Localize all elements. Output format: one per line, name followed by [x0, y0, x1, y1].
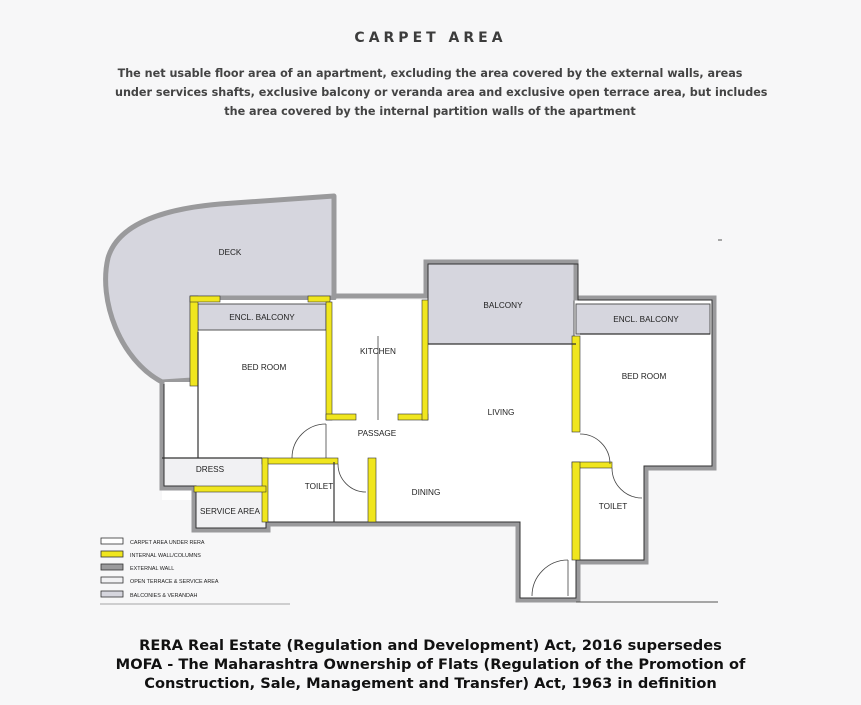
- label-encl-balcony-left: ENCL. BALCONY: [229, 313, 295, 322]
- legend-label: OPEN TERRACE & SERVICE AREA: [130, 579, 219, 585]
- legend-item: [101, 591, 198, 599]
- label-bed-room-left: BED ROOM: [241, 363, 287, 372]
- label-service-area: SERVICE AREA: [200, 507, 260, 516]
- label-balcony: BALCONY: [483, 301, 523, 310]
- definition-line-3: the area covered by the internal partition walls of the apartment: [224, 105, 636, 118]
- footer-line-2: MOFA - The Maharashtra Ownership of Flats (Regulation of the Promotion of: [115, 656, 746, 673]
- label-passage: PASSAGE: [357, 429, 397, 438]
- label-dining: DINING: [411, 488, 441, 497]
- legend: [100, 538, 290, 604]
- label-dress: DRESS: [195, 465, 225, 474]
- label-kitchen: KITCHEN: [360, 347, 396, 356]
- legend-label: CARPET AREA UNDER RERA: [130, 540, 205, 546]
- definition-line-1: The net usable floor area of an apartment, excluding the area covered by the external walls, areas: [117, 67, 743, 80]
- label-toilet-right: TOILET: [598, 502, 628, 511]
- legend-label: BALCONIES & VERANDAH: [130, 593, 198, 599]
- footer-note: [0, 636, 861, 693]
- label-toilet-left: TOILET: [304, 482, 334, 491]
- legend-item: [101, 551, 201, 559]
- legend-item: [101, 577, 219, 585]
- legend-label: INTERNAL WALL/COLUMNS: [130, 553, 201, 559]
- label-bed-room-right: BED ROOM: [621, 372, 667, 381]
- legend-item: [101, 538, 205, 546]
- page-title: CARPET AREA: [354, 30, 507, 46]
- label-living: LIVING: [487, 408, 515, 417]
- label-deck: DECK: [218, 248, 242, 257]
- label-encl-balcony-right: ENCL. BALCONY: [613, 315, 679, 324]
- footer-line-1: RERA Real Estate (Regulation and Development) Act, 2016 supersedes: [139, 637, 722, 654]
- definition-line-2: under services shafts, exclusive balcony or veranda area and exclusive open terrace area, but includes: [115, 86, 768, 99]
- legend-item: [101, 564, 174, 572]
- legend-label: EXTERNAL WALL: [130, 566, 175, 572]
- footer-line-3: Construction, Sale, Management and Transfer) Act, 1963 in definition: [144, 675, 717, 692]
